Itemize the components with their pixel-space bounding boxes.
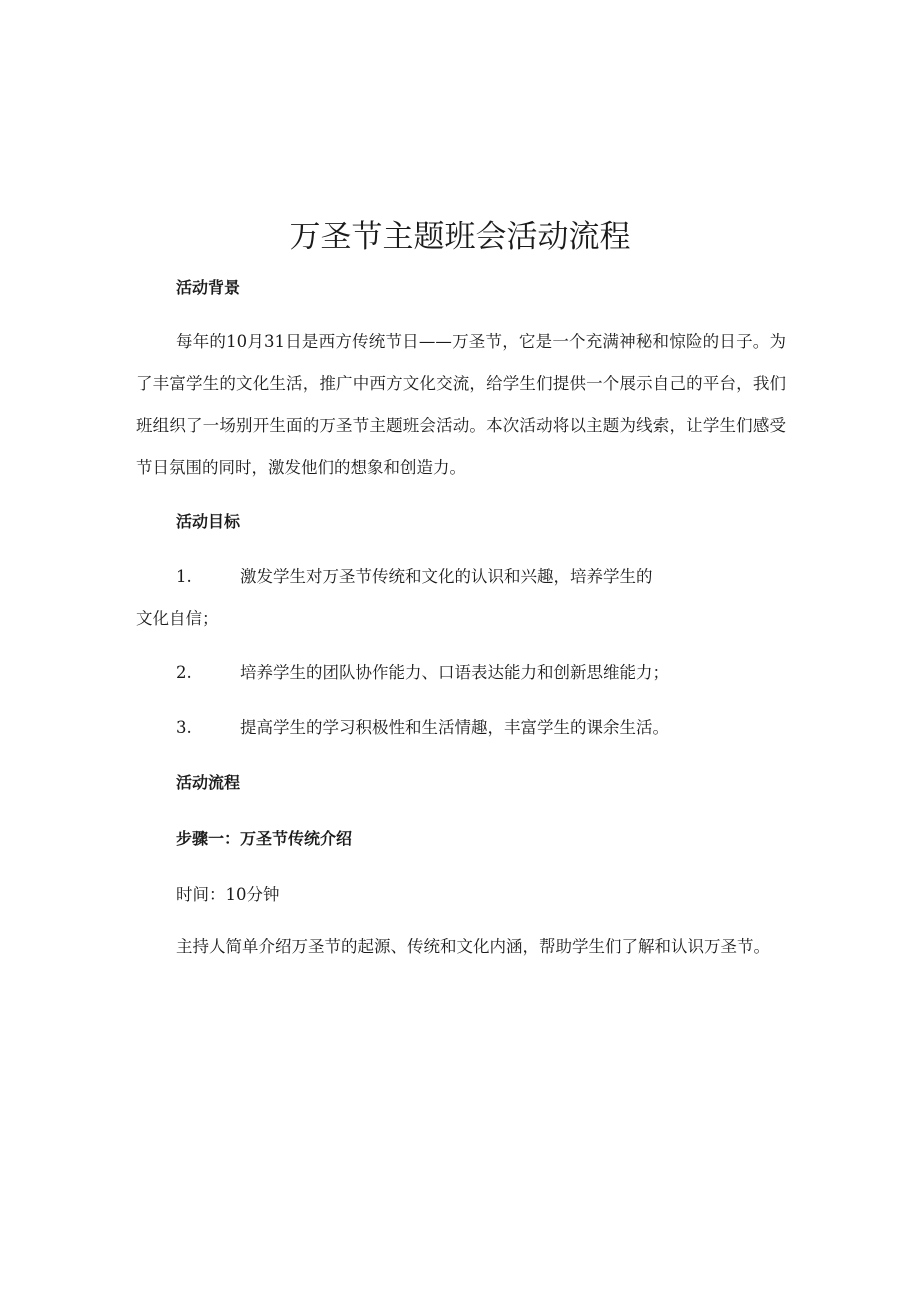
goal-text: 培养学生的团队协作能力、口语表达能力和创新思维能力；	[240, 663, 669, 682]
goal-item-3	[136, 707, 786, 749]
goal-item-1	[136, 556, 786, 640]
goal-number: 3.	[176, 718, 192, 737]
goal-text: 提高学生的学习积极性和生活情趣，丰富学生的课余生活。	[240, 718, 669, 737]
goal-text: 激发学生对万圣节传统和文化的认识和兴趣，培养学生的	[240, 567, 653, 586]
goal-number: 2.	[176, 663, 192, 682]
document-title: 万圣节主题班会活动流程	[289, 219, 631, 255]
background-paragraph: 每年的10月31日是西方传统节日——万圣节，它是一个充满神秘和惊险的日子。为了丰富学生的文化生活，推广中西方文化交流，给学生们提供一个展示自己的平台，我们班组织了一场别开生面的万圣节主题班会活动。本次活动将以主题为线索，让学生们感受节日氛围的同时，激发他们的想象和创造力。	[136, 332, 786, 477]
step1-time: 时间：10分钟	[176, 885, 280, 904]
step1-heading: 步骤一：万圣节传统介绍	[176, 829, 353, 848]
section-heading-process: 活动流程	[176, 773, 241, 792]
section-heading-goals: 活动目标	[176, 512, 241, 531]
goal-number: 1.	[176, 567, 192, 586]
step1-paragraph: 主持人简单介绍万圣节的起源、传统和文化内涵，帮助学生们了解和认识万圣节。	[176, 937, 770, 956]
goal-item-2	[136, 652, 786, 694]
goal-text-continued: 文化自信；	[136, 609, 219, 628]
section-heading-background: 活动背景	[176, 278, 241, 297]
